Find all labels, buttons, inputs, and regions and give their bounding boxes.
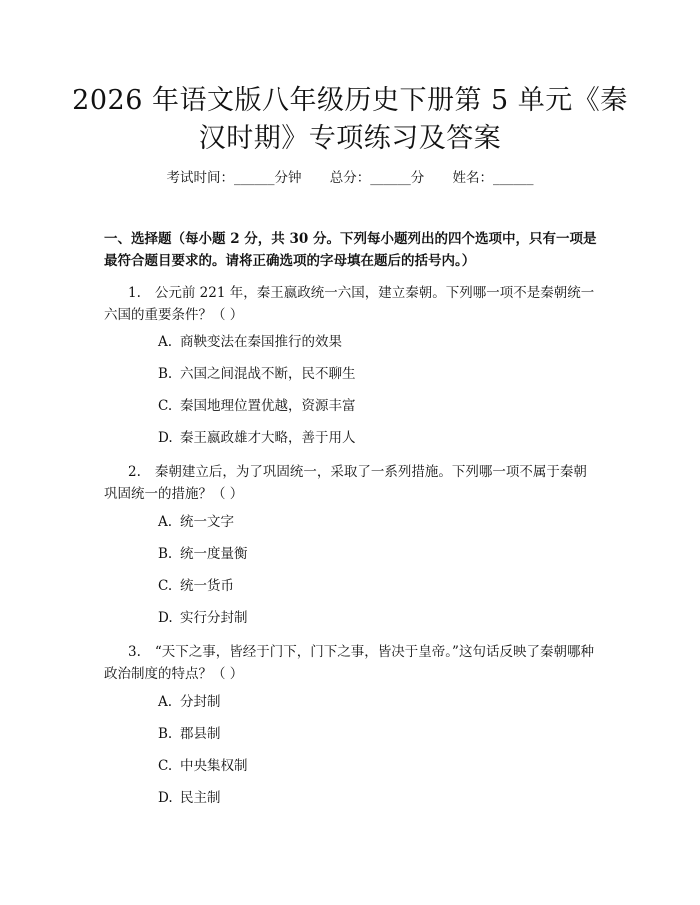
option-letter: B. bbox=[158, 726, 173, 742]
exam-score: 总分：______分 bbox=[329, 170, 425, 186]
option-text: 分封制 bbox=[180, 694, 221, 710]
option-letter: A. bbox=[158, 334, 173, 350]
exam-name: 姓名：______ bbox=[452, 170, 534, 186]
option-text: 实行分封制 bbox=[180, 610, 248, 626]
question-2-option-b bbox=[158, 544, 248, 564]
option-text: 秦王嬴政雄才大略，善于用人 bbox=[180, 430, 356, 446]
question-1-option-b bbox=[158, 364, 356, 384]
title-line-2: 汉时期》专项练习及答案 bbox=[198, 123, 502, 154]
option-text: 统一货币 bbox=[180, 578, 234, 594]
option-letter: A. bbox=[158, 694, 173, 710]
option-text: 郡县制 bbox=[180, 726, 221, 742]
title-line-1: 2026 年语文版八年级历史下册第 5 单元《秦 bbox=[72, 85, 628, 116]
question-text: “天下之事，皆经于门下，门下之事，皆决于皇帝。”这句话反映了秦朝哪种政治制度的特点？（ ） bbox=[104, 644, 594, 682]
option-text: 统一文字 bbox=[180, 514, 234, 530]
question-3-option-b bbox=[158, 724, 221, 744]
question-2-option-a bbox=[158, 512, 234, 532]
option-letter: C. bbox=[158, 578, 173, 594]
question-3-option-d bbox=[158, 788, 221, 808]
option-letter: A. bbox=[158, 514, 173, 530]
option-letter: C. bbox=[158, 398, 173, 414]
question-number: 2. bbox=[128, 464, 141, 480]
option-letter: D. bbox=[158, 610, 173, 626]
question-number: 1. bbox=[128, 285, 141, 301]
question-3-option-c bbox=[158, 756, 248, 776]
question-1-option-a bbox=[158, 332, 342, 352]
option-letter: D. bbox=[158, 790, 173, 806]
question-2-option-c bbox=[158, 576, 234, 596]
option-text: 中央集权制 bbox=[180, 758, 248, 774]
question-number: 3. bbox=[128, 644, 141, 660]
question-text: 秦朝建立后，为了巩固统一，采取了一系列措施。下列哪一项不属于秦朝巩固统一的措施？（ ） bbox=[104, 464, 587, 502]
option-letter: D. bbox=[158, 430, 173, 446]
option-text: 统一度量衡 bbox=[180, 546, 248, 562]
option-letter: C. bbox=[158, 758, 173, 774]
section-heading: 一、选择题（每小题 2 分，共 30 分。下列每小题列出的四个选项中，只有一项是最符合题目要求的。请将正确选项的字母填在题后的括号内。） bbox=[104, 231, 597, 269]
document-title bbox=[70, 82, 630, 158]
exam-info bbox=[0, 168, 700, 188]
exam-time: 考试时间：______分钟 bbox=[166, 170, 302, 186]
question-3-option-a bbox=[158, 692, 221, 712]
option-text: 秦国地理位置优越，资源丰富 bbox=[180, 398, 356, 414]
question-2 bbox=[104, 461, 600, 505]
option-text: 民主制 bbox=[180, 790, 221, 806]
question-1-option-d bbox=[158, 428, 356, 448]
option-text: 六国之间混战不断，民不聊生 bbox=[180, 366, 356, 382]
question-text: 公元前 221 年，秦王嬴政统一六国，建立秦朝。下列哪一项不是秦朝统一六国的重要条件？（ ） bbox=[104, 285, 595, 323]
question-3 bbox=[104, 641, 600, 685]
option-letter: B. bbox=[158, 546, 173, 562]
question-1 bbox=[104, 282, 600, 326]
option-letter: B. bbox=[158, 366, 173, 382]
question-2-option-d bbox=[158, 608, 248, 628]
option-text: 商鞅变法在秦国推行的效果 bbox=[180, 334, 342, 350]
question-1-option-c bbox=[158, 396, 356, 416]
